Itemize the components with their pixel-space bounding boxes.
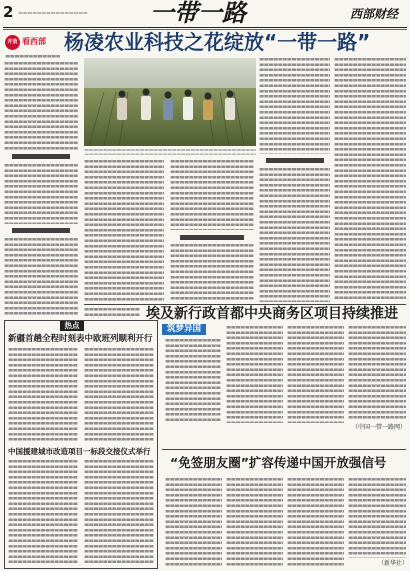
article-body-text [287, 478, 344, 568]
news-box-headline-1: 新疆首趟全程时刻表中欧班列顺利开行 [8, 334, 153, 344]
article-body-text [348, 478, 406, 558]
lead-headline: 杨凌农业科技之花绽放“一带一路” [64, 30, 371, 54]
article-body-text [259, 168, 330, 302]
lead-byline [5, 55, 60, 58]
section-badge-label: 看西部 [22, 37, 46, 46]
visa-source: （新华社） [378, 560, 409, 567]
article-body-text [8, 460, 78, 565]
article-body-text [84, 160, 164, 302]
article-subhead [266, 158, 324, 163]
article-body-text [259, 58, 330, 154]
brand-logo: 西部财经 [350, 7, 399, 21]
article-body-text [84, 460, 154, 565]
article-body-text [84, 348, 154, 441]
page-number: 2 [3, 3, 14, 21]
article-body-text [226, 326, 283, 423]
article-body-text [165, 339, 221, 423]
news-box-headline-2: 中国援建城市改造项目一标段交接仪式举行 [8, 447, 151, 456]
article-body-text [4, 62, 78, 150]
section-divider [162, 449, 406, 450]
article-body-text [348, 326, 406, 420]
masthead-dateline [18, 12, 88, 16]
egypt-headline: 埃及新行政首都中央商务区项目持续推进 [146, 306, 398, 322]
news-box-label: 热点 [60, 321, 84, 331]
article-body-text [226, 478, 283, 568]
article-body-text [84, 308, 140, 318]
article-body-text [170, 160, 254, 230]
article-body-text [165, 478, 222, 568]
egypt-source: （中国一带一路网） [352, 424, 407, 431]
photo-caption [84, 149, 256, 155]
masthead-title: 一带一路 [150, 0, 246, 27]
article-body-text [170, 244, 254, 302]
article-body-text [287, 326, 344, 423]
article-subhead [180, 235, 244, 240]
section-badge-circle: 开放 [5, 35, 20, 50]
article-body-text [4, 164, 78, 224]
news-photo [84, 58, 256, 146]
masthead-rule [3, 27, 407, 28]
section-divider [84, 304, 406, 305]
article-body-text [4, 238, 78, 316]
egypt-tag: 筑梦异国 [162, 324, 206, 335]
visa-headline: “免签朋友圈”扩容传递中国开放强信号 [170, 455, 387, 470]
article-subhead [12, 154, 70, 159]
article-body-text [8, 348, 78, 441]
article-subhead [12, 228, 70, 233]
article-body-text [334, 58, 406, 302]
